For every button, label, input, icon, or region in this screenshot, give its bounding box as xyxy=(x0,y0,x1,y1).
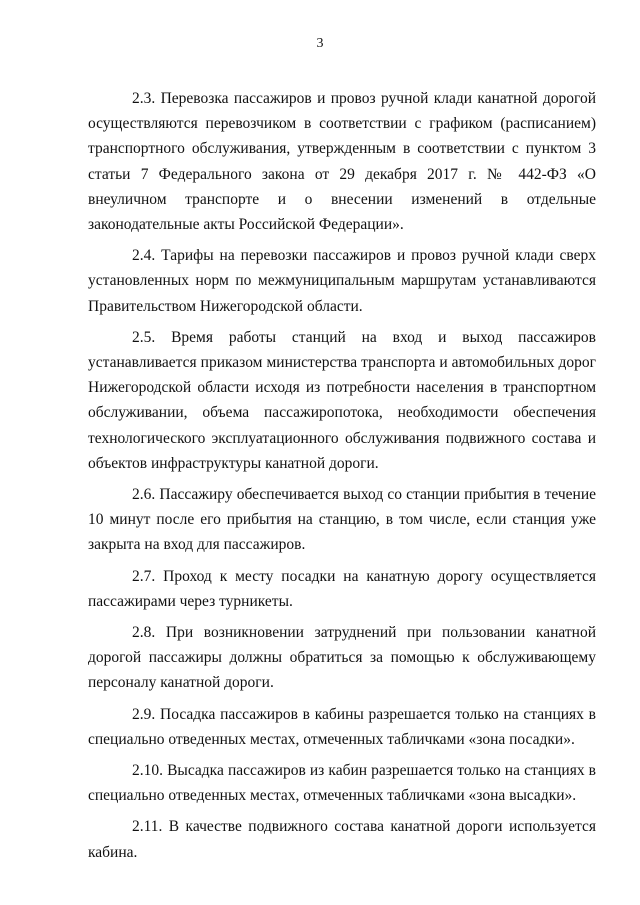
paragraph-2-7: 2.7. Проход к месту посадки на канатную дорогу осуществляется пассажирами через турникеты. xyxy=(88,567,596,610)
page-number: 3 xyxy=(316,36,324,51)
paragraph-2-5: 2.5. Время работы станций на вход и выход пассажиров устанавливается приказом министерства транспорта и автомобильных дорог Нижегородской области исходя из потребности населения в транспортном обслуживании, объема пассажиропотока, необходимости обеспечения технологического эксплуатационного обслуживания подвижного состава и объектов инфраструктуры канатной дороги. xyxy=(88,328,596,472)
paragraph-2-10: 2.10. Высадка пассажиров из кабин разрешается только на станциях в специально отведенных местах, отмеченных табличками «зона высадки». xyxy=(88,762,596,805)
paragraph-2-6: 2.6. Пассажиру обеспечивается выход со станции прибытия в течение 10 минут после его прибытия на станцию, в том числе, если станция уже закрыта на вход для пассажиров. xyxy=(88,486,596,554)
document-body xyxy=(88,86,596,871)
paragraph-2-3: 2.3. Перевозка пассажиров и провоз ручной клади канатной дорогой осуществляются перевозчиком в соответствии с графиком (расписанием) транспортного обслуживания, утвержденным в соответствии с пунктом 3 статьи 7 Федерального закона от 29 декабря 2017 г. № 442-ФЗ «О внеуличном транспорте и о внесении изменений в отдельные законодательные акты Российской Федерации». xyxy=(88,90,596,234)
paragraph-2-4: 2.4. Тарифы на перевозки пассажиров и провоз ручной клади сверх установленных норм по межмуниципальным маршрутам устанавливаются Правительством Нижегородской области. xyxy=(88,247,596,315)
paragraph-2-11: 2.11. В качестве подвижного состава канатной дороги используется кабина. xyxy=(88,818,596,861)
paragraph-2-9: 2.9. Посадка пассажиров в кабины разрешается только на станциях в специально отведенных местах, отмеченных табличками «зона посадки». xyxy=(88,705,596,748)
paragraph-2-8: 2.8. При возникновении затруднений при пользовании канатной дорогой пассажиры должны обратиться за помощью к обслуживающему персоналу канатной дороги. xyxy=(88,624,596,692)
